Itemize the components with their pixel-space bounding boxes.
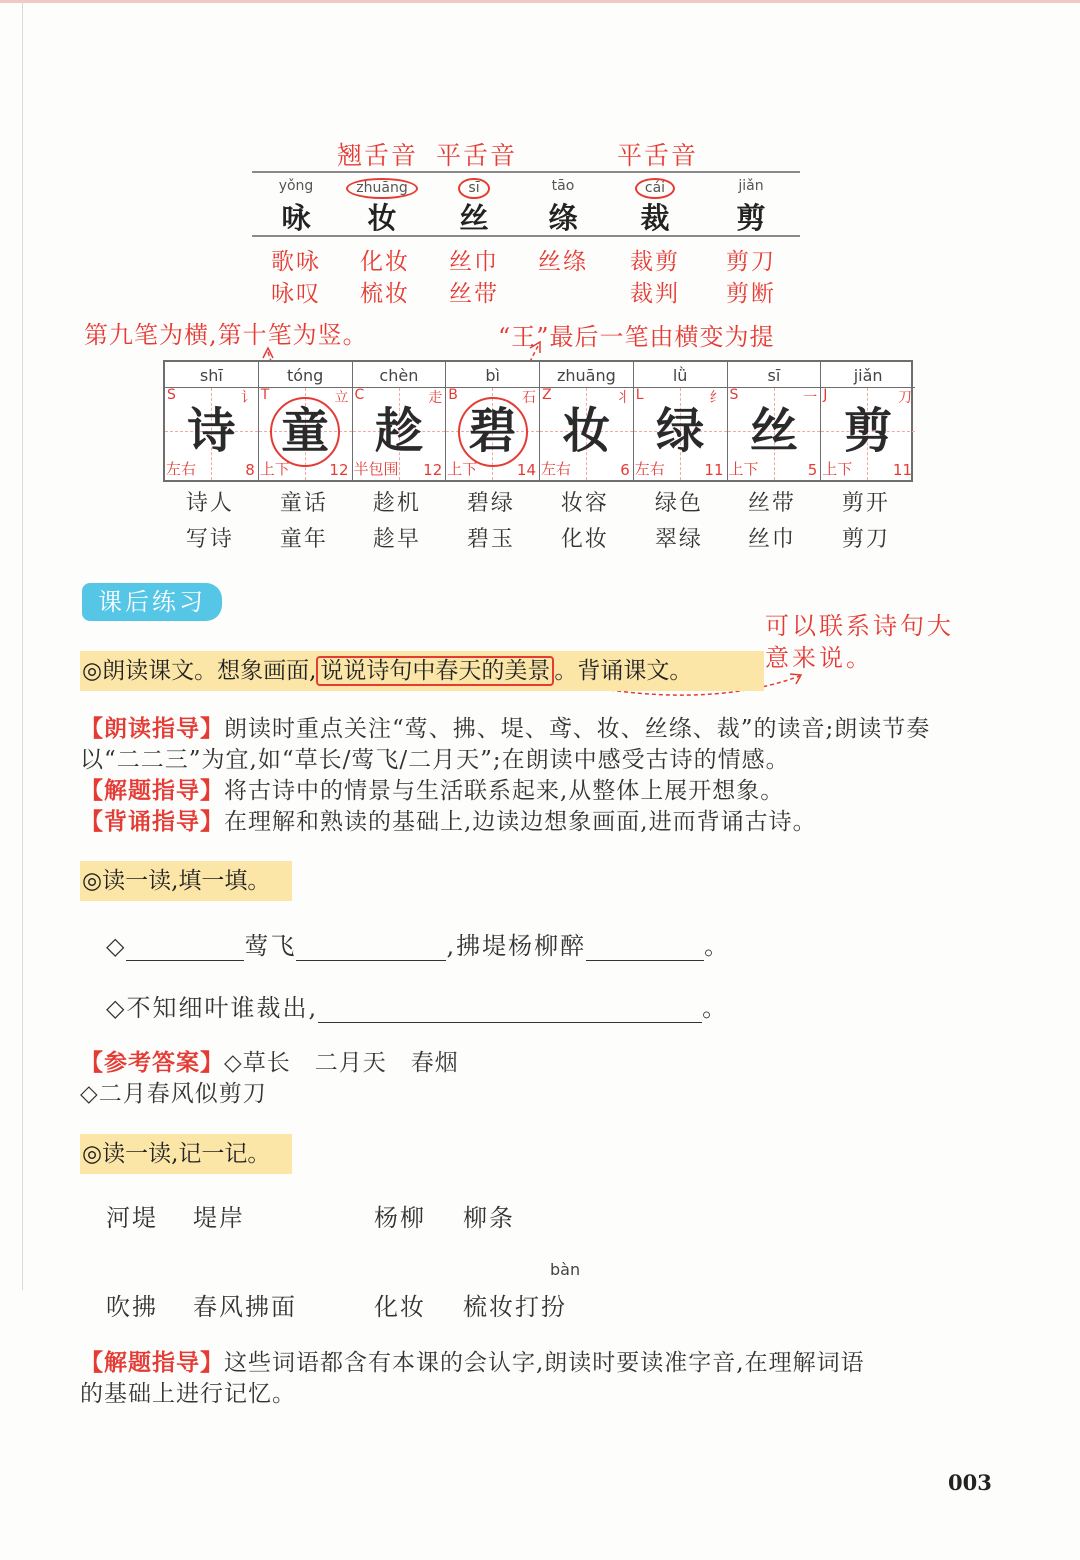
guide-text: 朗读时重点关注“莺、拂、堤、鸢、妆、丝绦、裁”的读音;朗读节奏 [224, 716, 931, 742]
grid-letter: S [729, 387, 739, 403]
grid-cell-zhuang [540, 362, 634, 480]
guide-text: 以“二二三”为宜,如“草长/莺飞/二月天”;在朗读中感受古诗的情感。 [80, 747, 790, 773]
grid-structure: 上下 [447, 460, 478, 478]
guide-solving [80, 776, 784, 807]
grid-radical: 石 [522, 390, 536, 406]
word: 碧绿 [466, 491, 515, 516]
answer-tag: 【参考答案】 [80, 1050, 224, 1076]
grid-char: 丝 [749, 403, 798, 459]
grid-strokes: 14 [516, 461, 536, 479]
word: 裁剪 [630, 249, 680, 275]
grid-cell-jian [821, 362, 915, 480]
word: 丝带 [449, 281, 499, 307]
blank-field[interactable] [586, 937, 704, 961]
pinyin-jian: jiǎn [738, 178, 764, 194]
word: 童话 [279, 491, 328, 516]
char-tao: 绦 [548, 201, 578, 235]
char-si: 丝 [459, 201, 489, 235]
blank-field[interactable] [296, 937, 446, 961]
question-memorize: ◎读一读,记一记。 [80, 1134, 292, 1174]
label-flat-tongue-2: 平舌音 [617, 141, 699, 170]
stroke-note-left: 第九笔为横,第十笔为竖。 [84, 321, 368, 349]
grid-radical: 立 [334, 390, 349, 406]
grid-char: 诗 [187, 403, 236, 459]
fill-line-1 [106, 926, 730, 961]
guide-text: 的基础上进行记忆。 [80, 1381, 296, 1407]
word: 化妆 [560, 527, 609, 552]
char-yong: 咏 [281, 201, 311, 235]
grid-pinyin: bì [446, 364, 539, 388]
fill-text: 不知细叶谁裁出, [126, 994, 319, 1022]
grid-letter: C [354, 387, 365, 403]
guide-memorize [80, 1348, 865, 1410]
grid-cell-bi [446, 362, 540, 480]
guide-text: 这些词语都含有本课的会认字,朗读时要读准字音,在理解词语 [224, 1350, 865, 1376]
grid-cell-lv [634, 362, 728, 480]
grid-letter: B [448, 387, 458, 403]
grid-letter: L [635, 387, 644, 403]
grid-structure: 左右 [541, 460, 572, 478]
side-note-line1: 可以联系诗句大 [765, 612, 954, 640]
reference-answer [80, 1048, 459, 1110]
pinyin-tao: tāo [551, 178, 575, 194]
grid-structure: 左右 [166, 460, 197, 478]
word: 剪刀 [726, 249, 776, 275]
question-text-pre: ◎朗读课文。想象画面, [82, 658, 317, 684]
section-badge: 课后练习 [82, 583, 222, 621]
fill-line-2 [106, 988, 728, 1023]
grid-strokes: 11 [704, 461, 724, 479]
grid-strokes: 12 [329, 461, 349, 479]
grid-cell-si [728, 362, 822, 480]
word: 碧玉 [466, 527, 515, 552]
page-number: 003 [948, 1470, 992, 1495]
circled-char: 碧 [458, 397, 528, 467]
word: 吹拂 [106, 1293, 158, 1321]
guide-tag: 【朗读指导】 [80, 716, 224, 742]
word: 趁早 [372, 527, 421, 552]
word: 化妆 [374, 1293, 426, 1321]
word: 剪刀 [841, 527, 890, 552]
guide-reading [80, 714, 930, 776]
word: 妆容 [560, 491, 609, 516]
word: 化妆 [360, 249, 410, 275]
word: 写诗 [185, 527, 234, 552]
grid-pinyin: shī [165, 364, 258, 388]
word: 丝绦 [538, 249, 588, 275]
grid-letter: Z [542, 387, 552, 403]
grid-pinyin: lǜ [634, 364, 727, 388]
char-zhuang: 妆 [367, 201, 397, 235]
word: 咏叹 [271, 281, 321, 307]
grid-structure: 左右 [634, 460, 665, 478]
word: 梳妆打扮 [463, 1293, 567, 1321]
grid-structure: 上下 [728, 460, 759, 478]
grid-radical: 一 [803, 390, 818, 406]
word: 杨柳 [374, 1204, 426, 1232]
char-cai: 裁 [640, 201, 670, 235]
diamond-icon: ◇ [106, 932, 127, 960]
grid-letter: S [167, 387, 176, 403]
grid-char: 绿 [656, 403, 705, 459]
guide-tag: 【解题指导】 [80, 778, 224, 804]
fill-text: 莺飞 [244, 932, 297, 960]
grid-letter: T [260, 387, 270, 403]
word: 剪断 [726, 281, 776, 307]
grid-strokes: 6 [620, 461, 630, 479]
word: 丝带 [747, 491, 796, 516]
grid-pinyin: zhuāng [540, 364, 633, 388]
word: 翠绿 [654, 527, 703, 552]
blank-field[interactable] [126, 937, 244, 961]
grid-pinyin: tóng [259, 364, 352, 388]
diamond-icon: ◇ [106, 994, 127, 1022]
grid-pinyin: sī [728, 364, 821, 388]
word: 歌咏 [271, 249, 321, 275]
word: 裁判 [630, 281, 680, 307]
guide-reciting [80, 807, 817, 838]
grid-structure: 半包围 [353, 460, 399, 478]
grid-pinyin: jiǎn [821, 364, 915, 388]
blank-field[interactable] [318, 999, 702, 1023]
grid-pinyin: chèn [353, 364, 446, 388]
word: 童年 [279, 527, 328, 552]
question-read-aloud [80, 651, 764, 691]
grid-strokes: 8 [245, 461, 255, 479]
char-jian: 剪 [736, 201, 766, 235]
grid-structure: 上下 [259, 460, 290, 478]
grid-strokes: 11 [892, 461, 912, 479]
grid-char: 趁 [374, 403, 423, 459]
grid-radical: 丬 [615, 390, 630, 406]
fill-end: 。 [702, 994, 729, 1022]
word: 梳妆 [360, 281, 410, 307]
word: 春风拂面 [193, 1293, 297, 1321]
guide-text: 将古诗中的情景与生活联系起来,从整体上展开想象。 [224, 778, 785, 804]
grid-cell-tong [259, 362, 353, 480]
pinyin-yong: yǒng [278, 178, 314, 194]
word: 剪开 [841, 491, 890, 516]
word: 堤岸 [193, 1204, 245, 1232]
stroke-note-right: “王”最后一笔由横变为提 [498, 323, 775, 351]
circled-pinyin: cái [635, 178, 675, 199]
circled-pinyin: zhuāng [346, 178, 417, 199]
grid-radical: 纟 [709, 390, 724, 406]
circled-pinyin: sī [458, 178, 489, 199]
grid-cell-shi [165, 362, 259, 480]
word: 柳条 [463, 1204, 515, 1232]
label-retroflex: 翘舌音 [337, 141, 419, 170]
guide-text: 在理解和熟读的基础上,边读边想象画面,进而背诵古诗。 [224, 809, 817, 835]
grid-strokes: 5 [807, 461, 818, 479]
side-note-line2: 意来说。 [765, 644, 873, 672]
grid-radical: 刀 [898, 390, 912, 406]
word: 河堤 [106, 1204, 158, 1232]
grid-cell-chen [353, 362, 447, 480]
circled-char: 童 [270, 397, 340, 467]
question-fill: ◎读一读,填一填。 [80, 861, 292, 901]
fill-end: 。 [704, 932, 731, 960]
word: 丝巾 [747, 527, 796, 552]
guide-tag: 【解题指导】 [80, 1350, 224, 1376]
word: 趁机 [372, 491, 421, 516]
question-text-post: 。背诵课文。 [554, 658, 693, 684]
label-flat-tongue-1: 平舌音 [436, 141, 518, 170]
grid-radical: 走 [428, 390, 443, 406]
grid-radical: 讠 [240, 390, 255, 406]
word: 丝巾 [449, 249, 499, 275]
character-grid [163, 360, 913, 482]
word: 诗人 [185, 491, 234, 516]
grid-strokes: 12 [423, 461, 443, 479]
fill-text: ,拂堤杨柳醉 [446, 932, 587, 960]
answer-text: ◇草长 二月天 春烟 [224, 1050, 459, 1076]
question-highlight: 说说诗句中春天的美景 [316, 656, 554, 686]
grid-char: 剪 [844, 403, 893, 459]
grid-char: 妆 [562, 403, 611, 459]
grid-structure: 上下 [822, 460, 853, 478]
answer-text: ◇二月春风似剪刀 [80, 1081, 267, 1107]
grid-letter: J [823, 387, 828, 403]
word: 绿色 [654, 491, 703, 516]
guide-tag: 【背诵指导】 [80, 809, 224, 835]
pinyin-ban: bàn [550, 1260, 581, 1279]
